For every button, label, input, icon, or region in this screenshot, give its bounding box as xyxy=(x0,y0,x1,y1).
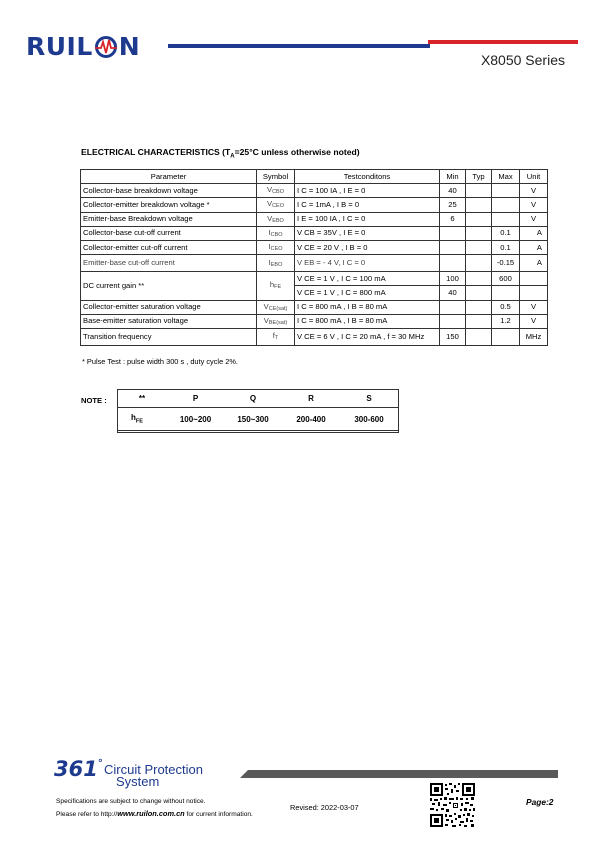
max-cell: 600 xyxy=(492,272,520,286)
unit-cell: MHz xyxy=(520,328,548,345)
electrical-characteristics-table xyxy=(80,169,548,346)
footer-refer-pre: Please refer to http:// xyxy=(56,811,118,818)
table-row xyxy=(81,272,548,286)
series-title: X8050 Series xyxy=(480,52,565,68)
min-cell xyxy=(440,300,466,314)
table-header-row xyxy=(81,170,548,184)
symbol-sub: CBO xyxy=(270,231,283,238)
symbol-main: I xyxy=(268,257,271,267)
note-row-label-sub: FE xyxy=(135,418,143,425)
symbol-main: V xyxy=(267,185,273,195)
header-bar-red xyxy=(428,40,578,44)
note-row-label xyxy=(117,408,167,431)
typ-cell xyxy=(466,286,492,300)
max-cell xyxy=(492,184,520,198)
footer-notice: Specifications are subject to change without notice. xyxy=(56,798,206,805)
symbol-sub: T xyxy=(274,335,279,342)
revised-date: Revised: 2022-03-07 xyxy=(290,803,359,812)
typ-cell xyxy=(466,184,492,198)
table-row xyxy=(81,198,548,212)
symbol-cell xyxy=(257,255,295,272)
note-head-row xyxy=(117,389,398,408)
param-cell: Transition frequency xyxy=(81,328,257,345)
typ-cell xyxy=(466,255,492,272)
symbol-main: h xyxy=(269,280,275,290)
symbol-cell xyxy=(257,272,295,300)
header-testconditions: Testconditons xyxy=(295,170,440,184)
param-cell: Collector-emitter cut-off current xyxy=(81,240,257,254)
symbol-sub: CBO xyxy=(272,189,284,196)
condition-cell: V EB = - 4 V, I C = 0 xyxy=(295,255,440,272)
max-cell: 0.5 xyxy=(492,300,520,314)
brand-line-1: Circuit Protection xyxy=(104,762,203,777)
header-unit: Unit xyxy=(520,170,548,184)
symbol-cell xyxy=(257,300,295,314)
param-cell: Collector-emitter breakdown voltage * xyxy=(81,198,257,212)
param-cell: Emitter-base Breakdown voltage xyxy=(81,212,257,226)
heartbeat-o-icon xyxy=(94,36,118,58)
table-row xyxy=(81,226,548,240)
symbol-main: f xyxy=(272,331,275,341)
note-value-row xyxy=(117,408,398,431)
condition-cell: I E = 100 IA , I C = 0 xyxy=(295,212,440,226)
page-number: Page:2 xyxy=(526,797,554,807)
hfe-classification-table xyxy=(117,389,398,431)
brand-line-2: System xyxy=(116,774,160,789)
section-title xyxy=(81,147,360,160)
typ-cell xyxy=(466,240,492,254)
min-cell: 25 xyxy=(440,198,466,212)
note-head-cell: S xyxy=(340,389,398,408)
symbol-sub: EBO xyxy=(272,217,284,224)
typ-cell xyxy=(466,272,492,286)
max-cell: -0.15 xyxy=(492,255,520,272)
footer-refer xyxy=(56,809,253,818)
condition-cell: V CE = 20 V , I B = 0 xyxy=(295,240,440,254)
symbol-cell xyxy=(257,226,295,240)
min-cell xyxy=(440,314,466,328)
min-cell: 100 xyxy=(440,272,466,286)
unit-cell: V xyxy=(520,184,548,198)
symbol-cell xyxy=(257,328,295,345)
condition-cell: V CB = 35V , I E = 0 xyxy=(295,226,440,240)
header-min: Min xyxy=(440,170,466,184)
max-cell xyxy=(492,286,520,300)
symbol-sub: CEO xyxy=(272,203,284,210)
note-head-cell: R xyxy=(282,389,340,408)
unit-cell: V xyxy=(520,212,548,226)
typ-cell xyxy=(466,314,492,328)
note-value-cell: 100~200 xyxy=(167,408,224,431)
note-label: NOTE : xyxy=(81,396,107,405)
min-cell: 40 xyxy=(440,286,466,300)
note-value-cell: 150~300 xyxy=(224,408,282,431)
symbol-sub: BE(sat) xyxy=(268,319,288,326)
unit-cell: A xyxy=(520,240,548,254)
param-cell: Collector-base breakdown voltage xyxy=(81,184,257,198)
header-symbol: Symbol xyxy=(257,170,295,184)
footer-url-link[interactable]: www.ruilon.com.cn xyxy=(117,809,185,818)
min-cell: 150 xyxy=(440,328,466,345)
header-typ: Typ xyxy=(466,170,492,184)
min-cell xyxy=(440,226,466,240)
param-cell: Emitter-base cut-off current xyxy=(81,255,257,272)
table-row xyxy=(81,314,548,328)
note-value-cell: 200-400 xyxy=(282,408,340,431)
symbol-cell xyxy=(257,184,295,198)
unit-cell: V xyxy=(520,198,548,212)
unit-cell: V xyxy=(520,314,548,328)
typ-cell xyxy=(466,226,492,240)
param-cell: Collector-emitter saturation voltage xyxy=(81,300,257,314)
condition-cell: V CE = 1 V , I C = 800 mA xyxy=(295,286,440,300)
symbol-cell xyxy=(257,198,295,212)
brand-361-logo xyxy=(54,759,103,780)
title-prefix: ELECTRICAL CHARACTERISTICS (T xyxy=(81,147,231,157)
title-suffix: =25°C unless otherwise noted) xyxy=(234,147,360,157)
symbol-cell xyxy=(257,212,295,226)
param-cell: Base-emitter saturation voltage xyxy=(81,314,257,328)
symbol-sub: CE(sat) xyxy=(268,305,288,312)
brand-number: 361 xyxy=(54,757,98,781)
symbol-main: V xyxy=(267,199,273,209)
min-cell xyxy=(440,255,466,272)
table-row xyxy=(81,255,548,272)
min-cell xyxy=(440,240,466,254)
max-cell xyxy=(492,328,520,345)
symbol-sub: CEO xyxy=(270,246,283,253)
unit-cell: A xyxy=(520,255,548,272)
symbol-sub: EBO xyxy=(270,261,283,268)
header-parameter: Parameter xyxy=(81,170,257,184)
unit-cell xyxy=(520,272,548,286)
symbol-main: V xyxy=(267,213,273,223)
symbol-main: I xyxy=(268,227,271,237)
max-cell xyxy=(492,198,520,212)
table-row xyxy=(81,328,548,345)
symbol-main: I xyxy=(268,242,271,252)
condition-cell: I C = 1mA , I B = 0 xyxy=(295,198,440,212)
max-cell xyxy=(492,212,520,226)
condition-cell: V CE = 6 V , I C = 20 mA , f = 30 MHz xyxy=(295,328,440,345)
min-cell: 6 xyxy=(440,212,466,226)
ruilon-logo xyxy=(26,34,140,59)
footer-bar xyxy=(240,770,558,778)
logo-text-left: RUIL xyxy=(26,32,93,61)
unit-cell: V xyxy=(520,300,548,314)
min-cell: 40 xyxy=(440,184,466,198)
symbol-sub: FE xyxy=(274,284,282,291)
symbol-main: V xyxy=(263,301,269,311)
qr-code-icon xyxy=(430,783,475,827)
table-row xyxy=(81,184,548,198)
max-cell: 0.1 xyxy=(492,226,520,240)
header-max: Max xyxy=(492,170,520,184)
typ-cell xyxy=(466,328,492,345)
note-head-cell: ** xyxy=(117,389,167,408)
note-head-cell: Q xyxy=(224,389,282,408)
param-cell: DC current gain ** xyxy=(81,272,257,300)
typ-cell xyxy=(466,198,492,212)
typ-cell xyxy=(466,300,492,314)
unit-cell xyxy=(520,286,548,300)
note-value-cell: 300-600 xyxy=(340,408,398,431)
footer-refer-post: for current information. xyxy=(184,811,253,818)
symbol-main: V xyxy=(263,315,269,325)
logo-text-right: N xyxy=(118,32,141,61)
param-cell: Collector-base cut-off current xyxy=(81,226,257,240)
unit-cell: A xyxy=(520,226,548,240)
header-bar-blue xyxy=(168,44,430,48)
symbol-cell xyxy=(257,314,295,328)
max-cell: 0.1 xyxy=(492,240,520,254)
pulse-test-footnote: * Pulse Test : pulse width 300 s , duty cycle 2%. xyxy=(82,357,238,366)
condition-cell: I C = 100 IA , I E = 0 xyxy=(295,184,440,198)
note-row-label-main: h xyxy=(131,413,136,423)
symbol-cell xyxy=(257,240,295,254)
brand-tagline xyxy=(104,764,203,788)
typ-cell xyxy=(466,212,492,226)
table-row xyxy=(81,212,548,226)
table-row xyxy=(81,300,548,314)
condition-cell: I C = 800 mA , I B = 80 mA xyxy=(295,300,440,314)
condition-cell: V CE = 1 V , I C = 100 mA xyxy=(295,272,440,286)
title-sub: A xyxy=(230,153,235,160)
note-head-cell: P xyxy=(167,389,224,408)
max-cell: 1.2 xyxy=(492,314,520,328)
condition-cell: I C = 800 mA , I B = 80 mA xyxy=(295,314,440,328)
table-row xyxy=(81,240,548,254)
brand-degree: ° xyxy=(97,758,103,769)
